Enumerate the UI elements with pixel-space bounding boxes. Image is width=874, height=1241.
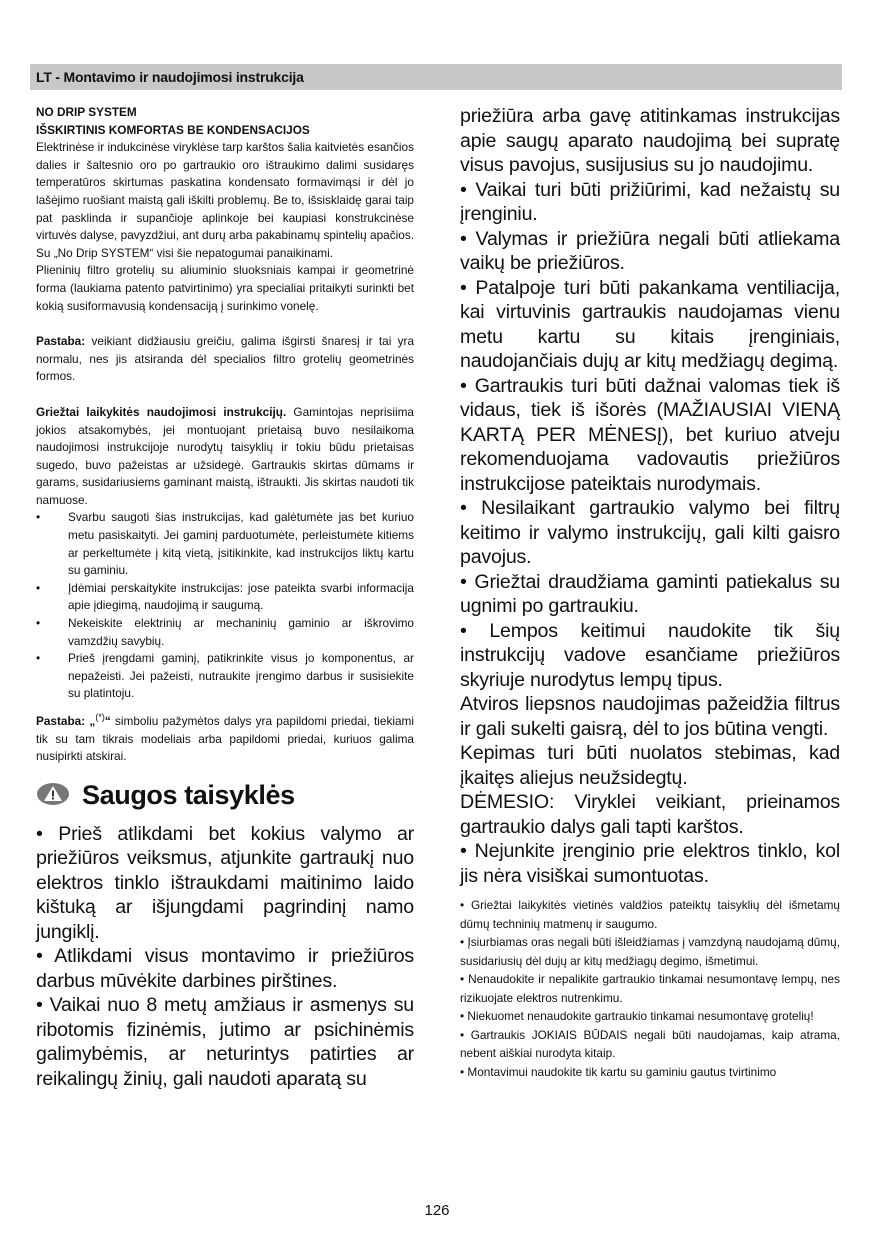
safety-rule-small: • Montavimui naudokite tik kartu su gaminiu gautus tvirtinimo (460, 1064, 777, 1079)
safety-rule: • Nesilaikant gartraukio valymo bei filtrų keitimo ir valymo instrukcijų, gali kilti gaisro pavojus. (460, 497, 840, 568)
nodrip-paragraph-1: Elektrinėse ir indukcinėse viryklėse tarp karštos šalia kaitvietės esančios dalies ir šaltesnio oro po gartraukio oro ištraukimo dalimi susidaręs temperatūros skirtumas paskatina kondensato formavimąsi ir dėl jo lašėjimo ruošiant maistą gali iškilti problemų. Be to, išsisklaidę garai taip pat pasklinda ir supančioje aplinkoje bei kaupiasi konstrukcinėse virtuvės dalyse, pavyzdžiui, ant durų arba pakabinamų spintelių apačios. Su „No Drip SYSTEM“ visi šie nepatogumai panaikinami. (36, 140, 414, 260)
list-item: • Nekeiskite elektrinių ar mechaninių gaminio ar iškrovimo vamzdžių savybių. (36, 615, 414, 650)
note2-quote: “ (104, 713, 111, 728)
warning-triangle-icon (36, 782, 70, 806)
page-number: 126 (424, 1202, 450, 1219)
safety-rule: • Prieš atlikdami bet kokius valymo ar priežiūros veiksmus, atjunkite gartraukį nuo elektros tinklo ištraukdami maitinimo laido kištuką ar išjungdami pagrindinį namo jungiklį. (36, 822, 414, 943)
note2-text: simboliu pažymėtos dalys yra papildomi priedai, tiekiami tik su tam tikrais modeliais arba papildomi priedai, kuriuos galima nusipirkti atskirai. (36, 713, 414, 764)
strict-label: Griežtai laikykitės naudojimosi instrukcijų. (36, 404, 287, 419)
safety-rule: • Vaikai nuo 8 metų amžiaus ir asmenys su ribotomis fizinėmis, jutimo ar psichinėmis galimybėmis, ar neturintys patirties ar reikalingų žinių, gali naudoti aparatą su (36, 994, 414, 1090)
safety-rule: • Atlikdami visus montavimo ir priežiūros darbus mūvėkite darbines pirštines. (36, 945, 414, 992)
safety-rule-small: • Griežtai laikykitės vietinės valdžios pateiktų taisyklių dėl išmetamų dūmų techninių matmenų ir saugumo. (460, 898, 840, 931)
note2-label: Pastaba: „ (36, 713, 96, 728)
strict-instructions (36, 404, 414, 510)
nodrip-title: NO DRIP SYSTEM (36, 105, 137, 119)
safety-rule: Atviros liepsnos naudojimas pažeidžia filtrus ir gali sukelti gaisrą, dėl to jos būtina vengti. (460, 693, 840, 740)
strict-text: Gamintojas neprisiima jokios atsakomybės, jei montuojant prietaisą buvo nesilaikoma naudojimosi instrukcijoje nurodytų taisyklių ir tokiu būdu prietaisas sugedo, buvo pažeistas ar užsidegė. Gartraukis skirtas dūmams ir garams, susidariusiems gaminant maistą, ištraukti. Jis skirtas naudoti tik namuose. (36, 404, 414, 507)
optional-mark: (*) (95, 712, 105, 722)
nodrip-paragraph-2: Plieninių filtro grotelių su aliuminio sluoksniais kampai ir geometrinė forma (laukiama patento patvirtinimo) yra specialiai pritaikyti surinkti bet kokią susiformavusią kondensaciją į surinkimo vonelę. (36, 263, 414, 313)
right-column (460, 104, 840, 1081)
note-label: Pastaba: (36, 334, 86, 349)
safety-rule: priežiūra arba gavę atitinkamas instrukcijas apie saugų aparato naudojimą bei supratę visus pavojus, susijusius su jo naudojimu. (460, 105, 840, 176)
safety-rule: • Nejunkite įrenginio prie elektros tinklo, kol jis nėra visiškai sumontuotas. (460, 840, 840, 887)
instructions-bullet-list (36, 509, 414, 703)
left-column (36, 104, 414, 1091)
note-speed (36, 333, 414, 386)
section-header-bar (30, 64, 842, 90)
safety-rule: • Valymas ir priežiūra negali būti atliekama vaikų be priežiūros. (460, 227, 840, 274)
safety-title: Saugos taisyklės (82, 779, 295, 810)
safety-rule: • Lempos keitimui naudokite tik šių instrukcijų vadove esančiame priežiūros skyriuje nurodytus lempų tipus. (460, 619, 840, 691)
safety-rule-small: • Gartraukis JOKIAIS BŪDAIS negali būti naudojamas, kaip atrama, nebent aiškiai nurodyta kitaip. (460, 1027, 840, 1060)
safety-rule-small: • Niekuomet nenaudokite gartraukio tinkamai nesumontavę grotelių! (460, 1009, 814, 1023)
safety-rule-small: • Įsiurbiamas oras negali būti išleidžiamas į vamzdyną naudojamą dūmų, susidariusių dėl dujų ar kitų medžiagų degimo, išmetimui. (460, 935, 840, 968)
nodrip-subtitle: IŠSKIRTINIS KOMFORTAS BE KONDENSACIJOS (36, 122, 310, 137)
safety-heading (36, 780, 414, 822)
safety-rule: • Vaikai turi būti prižiūrimi, kad nežaistų su įrenginiu. (460, 178, 840, 225)
safety-rule-small: • Nenaudokite ir nepalikite gartraukio tinkamai nesumontavę lempų, nes rizikuojate elektros nutrenkimu. (460, 972, 840, 1005)
list-item: • Svarbu saugoti šias instrukcijas, kad galėtumėte jas bet kuriuo metu pasiskaityti. Jei gaminį parduotumėte, perleistumėte kitiems ar perkeltumėte į kitą vietą, įsitikinkite, kad instrukcijos liktų kartu su gaminiu. (36, 509, 414, 579)
safety-rule: • Patalpoje turi būti pakankama ventiliacija, kai virtuvinis gartraukis naudojamas vienu metu kartu su kitais įrenginiais, naudojančiais dujų ar kitų medžiagų degimą. (460, 276, 840, 372)
safety-rule: • Gartraukis turi būti dažnai valomas tiek iš vidaus, tiek iš išorės (MAŽIAUSIAI VIENĄ KARTĄ PER MĖNESĮ), bet kuriuo atveju rekomenduojama vadovautis priežiūros instrukcijose pateiktais nurodymais. (460, 374, 840, 495)
note-text: veikiant didžiausiu greičiu, galima išgirsti šnaresį ir tai yra normalu, nes jis atsiranda dėl specialios filtro grotelių geometrinės formos. (36, 334, 414, 384)
safety-rule: Kepimas turi būti nuolatos stebimas, kad įkaitęs aliejus neužsidegtų. (460, 742, 840, 789)
list-item: • Prieš įrengdami gaminį, patikrinkite visus jo komponentus, ar nepažeisti. Jei pažeisti, nutraukite įrengimo darbus ir susisiekite su platintoju. (36, 650, 414, 703)
safety-rule: DĖMESIO: Viryklei veikiant, prieinamos gartraukio dalys gali tapti karštos. (460, 791, 840, 838)
section-header-title: LT - Montavimo ir naudojimosi instrukcija (36, 69, 304, 85)
list-item: • Įdėmiai perskaitykite instrukcijas: jose pateikta svarbi informacija apie įdiegimą, naudojimą ir saugumą. (36, 580, 414, 615)
note-accessories (36, 709, 414, 766)
safety-rule: • Griežtai draudžiama gaminti patiekalus su ugnimi po gartraukiu. (460, 570, 840, 617)
